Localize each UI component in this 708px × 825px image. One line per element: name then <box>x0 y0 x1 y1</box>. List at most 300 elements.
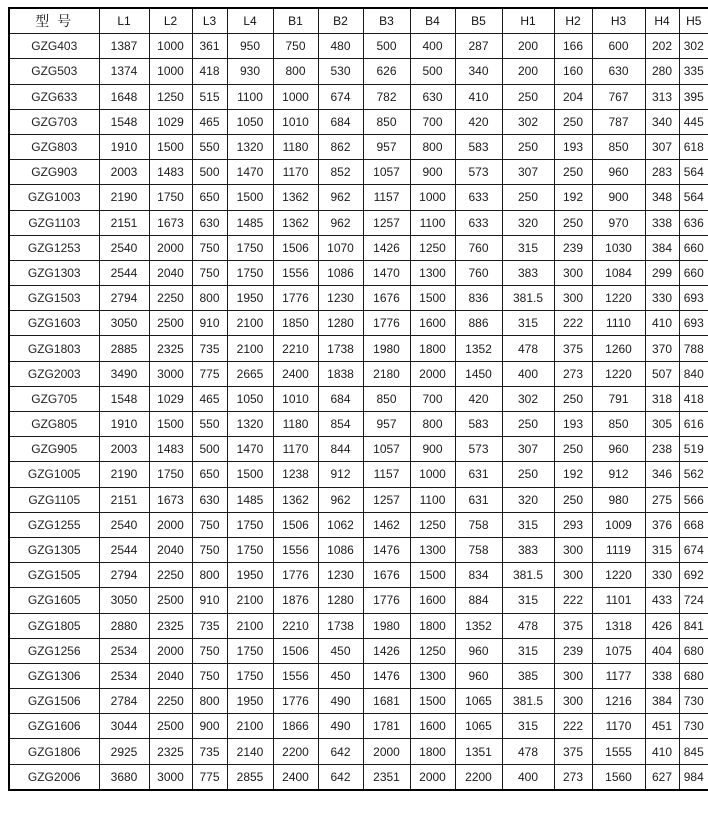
value-cell: 1838 <box>318 361 363 386</box>
value-cell: 2000 <box>149 512 192 537</box>
value-cell: 900 <box>410 437 455 462</box>
model-cell: GZG403 <box>9 34 99 59</box>
value-cell: 2003 <box>99 437 149 462</box>
value-cell: 550 <box>192 134 227 159</box>
value-cell: 381.5 <box>502 563 554 588</box>
value-cell: 2540 <box>99 512 149 537</box>
value-cell: 315 <box>645 537 679 562</box>
value-cell: 573 <box>455 160 502 185</box>
value-cell: 1500 <box>149 134 192 159</box>
value-cell: 384 <box>645 235 679 260</box>
value-cell: 1483 <box>149 160 192 185</box>
value-cell: 775 <box>192 764 227 790</box>
value-cell: 2885 <box>99 336 149 361</box>
value-cell: 760 <box>455 260 502 285</box>
value-cell: 1738 <box>318 613 363 638</box>
value-cell: 962 <box>318 185 363 210</box>
value-cell: 2100 <box>227 714 273 739</box>
value-cell: 1676 <box>363 563 410 588</box>
table-row <box>9 512 708 537</box>
value-cell: 680 <box>679 638 708 663</box>
column-header: H3 <box>592 8 645 34</box>
value-cell: 960 <box>455 663 502 688</box>
value-cell: 850 <box>592 134 645 159</box>
value-cell: 631 <box>455 487 502 512</box>
value-cell: 660 <box>679 260 708 285</box>
value-cell: 630 <box>192 210 227 235</box>
value-cell: 433 <box>645 588 679 613</box>
table-row <box>9 563 708 588</box>
value-cell: 1065 <box>455 714 502 739</box>
value-cell: 2151 <box>99 487 149 512</box>
value-cell: 302 <box>502 386 554 411</box>
value-cell: 3680 <box>99 764 149 790</box>
value-cell: 886 <box>455 311 502 336</box>
value-cell: 2200 <box>455 764 502 790</box>
table-row <box>9 210 708 235</box>
value-cell: 1776 <box>363 311 410 336</box>
value-cell: 1500 <box>227 185 273 210</box>
value-cell: 200 <box>502 34 554 59</box>
value-cell: 1300 <box>410 260 455 285</box>
value-cell: 3050 <box>99 588 149 613</box>
column-header: L1 <box>99 8 149 34</box>
value-cell: 1220 <box>592 286 645 311</box>
value-cell: 280 <box>645 59 679 84</box>
model-cell: GZG2006 <box>9 764 99 790</box>
value-cell: 787 <box>592 109 645 134</box>
value-cell: 273 <box>554 764 592 790</box>
value-cell: 910 <box>192 588 227 613</box>
value-cell: 750 <box>273 34 318 59</box>
model-cell: GZG905 <box>9 437 99 462</box>
value-cell: 950 <box>227 34 273 59</box>
value-cell: 962 <box>318 210 363 235</box>
column-header: B3 <box>363 8 410 34</box>
value-cell: 1426 <box>363 638 410 663</box>
value-cell: 2250 <box>149 563 192 588</box>
value-cell: 957 <box>363 134 410 159</box>
value-cell: 1750 <box>227 512 273 537</box>
column-header: H5 <box>679 8 708 34</box>
value-cell: 1075 <box>592 638 645 663</box>
value-cell: 3000 <box>149 361 192 386</box>
value-cell: 566 <box>679 487 708 512</box>
value-cell: 315 <box>502 512 554 537</box>
value-cell: 1950 <box>227 563 273 588</box>
value-cell: 1950 <box>227 689 273 714</box>
value-cell: 302 <box>502 109 554 134</box>
value-cell: 465 <box>192 386 227 411</box>
value-cell: 239 <box>554 638 592 663</box>
value-cell: 735 <box>192 739 227 764</box>
model-cell: GZG803 <box>9 134 99 159</box>
model-cell: GZG1255 <box>9 512 99 537</box>
value-cell: 800 <box>273 59 318 84</box>
value-cell: 750 <box>192 537 227 562</box>
value-cell: 788 <box>679 336 708 361</box>
value-cell: 626 <box>363 59 410 84</box>
value-cell: 1100 <box>410 487 455 512</box>
value-cell: 1750 <box>227 260 273 285</box>
value-cell: 519 <box>679 437 708 462</box>
value-cell: 767 <box>592 84 645 109</box>
value-cell: 627 <box>645 764 679 790</box>
value-cell: 1065 <box>455 689 502 714</box>
table-row <box>9 386 708 411</box>
value-cell: 1980 <box>363 613 410 638</box>
value-cell: 410 <box>645 311 679 336</box>
value-cell: 273 <box>554 361 592 386</box>
value-cell: 222 <box>554 311 592 336</box>
value-cell: 633 <box>455 210 502 235</box>
value-cell: 1101 <box>592 588 645 613</box>
value-cell: 1738 <box>318 336 363 361</box>
value-cell: 2000 <box>149 235 192 260</box>
value-cell: 1119 <box>592 537 645 562</box>
value-cell: 1029 <box>149 109 192 134</box>
column-header: B5 <box>455 8 502 34</box>
value-cell: 1280 <box>318 311 363 336</box>
value-cell: 250 <box>554 160 592 185</box>
value-cell: 1250 <box>410 638 455 663</box>
value-cell: 884 <box>455 588 502 613</box>
value-cell: 1050 <box>227 386 273 411</box>
model-cell: GZG1506 <box>9 689 99 714</box>
value-cell: 160 <box>554 59 592 84</box>
value-cell: 1462 <box>363 512 410 537</box>
value-cell: 1548 <box>99 109 149 134</box>
value-cell: 404 <box>645 638 679 663</box>
column-header: H1 <box>502 8 554 34</box>
value-cell: 1029 <box>149 386 192 411</box>
value-cell: 850 <box>592 412 645 437</box>
value-cell: 700 <box>410 109 455 134</box>
value-cell: 1280 <box>318 588 363 613</box>
value-cell: 375 <box>554 739 592 764</box>
value-cell: 1750 <box>227 235 273 260</box>
value-cell: 315 <box>502 638 554 663</box>
value-cell: 960 <box>592 160 645 185</box>
model-cell: GZG703 <box>9 109 99 134</box>
value-cell: 315 <box>502 311 554 336</box>
value-cell: 500 <box>363 34 410 59</box>
value-cell: 1648 <box>99 84 149 109</box>
value-cell: 800 <box>192 689 227 714</box>
value-cell: 383 <box>502 537 554 562</box>
value-cell: 1351 <box>455 739 502 764</box>
value-cell: 1230 <box>318 563 363 588</box>
value-cell: 1100 <box>227 84 273 109</box>
value-cell: 1800 <box>410 613 455 638</box>
table-row <box>9 638 708 663</box>
model-cell: GZG1306 <box>9 663 99 688</box>
value-cell: 2151 <box>99 210 149 235</box>
value-cell: 330 <box>645 286 679 311</box>
value-cell: 381.5 <box>502 689 554 714</box>
value-cell: 500 <box>410 59 455 84</box>
value-cell: 1260 <box>592 336 645 361</box>
value-cell: 693 <box>679 311 708 336</box>
value-cell: 684 <box>318 109 363 134</box>
value-cell: 850 <box>363 386 410 411</box>
value-cell: 1485 <box>227 210 273 235</box>
value-cell: 1776 <box>363 588 410 613</box>
value-cell: 960 <box>592 437 645 462</box>
value-cell: 1010 <box>273 386 318 411</box>
table-row <box>9 764 708 790</box>
value-cell: 862 <box>318 134 363 159</box>
value-cell: 1750 <box>227 638 273 663</box>
value-cell: 1362 <box>273 487 318 512</box>
value-cell: 1556 <box>273 663 318 688</box>
value-cell: 1216 <box>592 689 645 714</box>
value-cell: 1800 <box>410 336 455 361</box>
value-cell: 2140 <box>227 739 273 764</box>
table-row <box>9 134 708 159</box>
value-cell: 400 <box>410 34 455 59</box>
model-cell: GZG1303 <box>9 260 99 285</box>
value-cell: 836 <box>455 286 502 311</box>
value-cell: 1320 <box>227 412 273 437</box>
value-cell: 684 <box>318 386 363 411</box>
value-cell: 854 <box>318 412 363 437</box>
value-cell: 800 <box>192 563 227 588</box>
value-cell: 2190 <box>99 462 149 487</box>
value-cell: 692 <box>679 563 708 588</box>
value-cell: 330 <box>645 563 679 588</box>
value-cell: 1470 <box>227 437 273 462</box>
value-cell: 381.5 <box>502 286 554 311</box>
value-cell: 564 <box>679 185 708 210</box>
table-row <box>9 412 708 437</box>
value-cell: 674 <box>679 537 708 562</box>
value-cell: 852 <box>318 160 363 185</box>
value-cell: 250 <box>502 185 554 210</box>
value-cell: 320 <box>502 210 554 235</box>
value-cell: 530 <box>318 59 363 84</box>
value-cell: 340 <box>455 59 502 84</box>
value-cell: 1866 <box>273 714 318 739</box>
table-row <box>9 235 708 260</box>
value-cell: 1876 <box>273 588 318 613</box>
table-row <box>9 34 708 59</box>
value-cell: 400 <box>502 764 554 790</box>
value-cell: 2000 <box>410 764 455 790</box>
value-cell: 1776 <box>273 689 318 714</box>
value-cell: 2003 <box>99 160 149 185</box>
value-cell: 1070 <box>318 235 363 260</box>
value-cell: 202 <box>645 34 679 59</box>
model-cell: GZG903 <box>9 160 99 185</box>
value-cell: 361 <box>192 34 227 59</box>
value-cell: 845 <box>679 739 708 764</box>
value-cell: 395 <box>679 84 708 109</box>
value-cell: 3044 <box>99 714 149 739</box>
value-cell: 507 <box>645 361 679 386</box>
value-cell: 300 <box>554 689 592 714</box>
value-cell: 420 <box>455 109 502 134</box>
value-cell: 1000 <box>149 34 192 59</box>
value-cell: 2000 <box>149 638 192 663</box>
value-cell: 338 <box>645 210 679 235</box>
table-row <box>9 336 708 361</box>
value-cell: 1057 <box>363 437 410 462</box>
value-cell: 300 <box>554 663 592 688</box>
value-cell: 564 <box>679 160 708 185</box>
value-cell: 2040 <box>149 537 192 562</box>
model-cell: GZG1606 <box>9 714 99 739</box>
value-cell: 775 <box>192 361 227 386</box>
value-cell: 287 <box>455 34 502 59</box>
value-cell: 478 <box>502 613 554 638</box>
value-cell: 2665 <box>227 361 273 386</box>
value-cell: 250 <box>502 462 554 487</box>
value-cell: 1030 <box>592 235 645 260</box>
table-row <box>9 160 708 185</box>
value-cell: 1300 <box>410 537 455 562</box>
value-cell: 250 <box>502 134 554 159</box>
value-cell: 2400 <box>273 361 318 386</box>
value-cell: 346 <box>645 462 679 487</box>
column-header: L4 <box>227 8 273 34</box>
value-cell: 2210 <box>273 613 318 638</box>
table-row <box>9 537 708 562</box>
value-cell: 1086 <box>318 260 363 285</box>
value-cell: 1000 <box>410 462 455 487</box>
model-cell: GZG1503 <box>9 286 99 311</box>
value-cell: 1485 <box>227 487 273 512</box>
value-cell: 193 <box>554 134 592 159</box>
value-cell: 750 <box>192 638 227 663</box>
value-cell: 930 <box>227 59 273 84</box>
model-cell: GZG1105 <box>9 487 99 512</box>
value-cell: 1750 <box>227 663 273 688</box>
value-cell: 222 <box>554 714 592 739</box>
value-cell: 418 <box>192 59 227 84</box>
value-cell: 1556 <box>273 260 318 285</box>
value-cell: 418 <box>679 386 708 411</box>
value-cell: 631 <box>455 462 502 487</box>
value-cell: 583 <box>455 412 502 437</box>
value-cell: 970 <box>592 210 645 235</box>
value-cell: 1500 <box>227 462 273 487</box>
value-cell: 1950 <box>227 286 273 311</box>
value-cell: 338 <box>645 663 679 688</box>
value-cell: 618 <box>679 134 708 159</box>
value-cell: 1500 <box>410 286 455 311</box>
model-cell: GZG2003 <box>9 361 99 386</box>
value-cell: 1548 <box>99 386 149 411</box>
value-cell: 490 <box>318 714 363 739</box>
value-cell: 2794 <box>99 286 149 311</box>
value-cell: 2250 <box>149 286 192 311</box>
value-cell: 1180 <box>273 412 318 437</box>
model-cell: GZG1605 <box>9 588 99 613</box>
value-cell: 1556 <box>273 537 318 562</box>
value-cell: 222 <box>554 588 592 613</box>
value-cell: 1500 <box>149 412 192 437</box>
header-row <box>9 8 708 34</box>
model-cell: GZG1003 <box>9 185 99 210</box>
value-cell: 800 <box>192 286 227 311</box>
value-cell: 900 <box>592 185 645 210</box>
value-cell: 302 <box>679 34 708 59</box>
value-cell: 984 <box>679 764 708 790</box>
value-cell: 1450 <box>455 361 502 386</box>
table-row <box>9 462 708 487</box>
value-cell: 490 <box>318 689 363 714</box>
value-cell: 1000 <box>149 59 192 84</box>
value-cell: 600 <box>592 34 645 59</box>
value-cell: 693 <box>679 286 708 311</box>
value-cell: 957 <box>363 412 410 437</box>
value-cell: 2000 <box>410 361 455 386</box>
value-cell: 192 <box>554 185 592 210</box>
value-cell: 636 <box>679 210 708 235</box>
value-cell: 616 <box>679 412 708 437</box>
value-cell: 1676 <box>363 286 410 311</box>
value-cell: 1600 <box>410 714 455 739</box>
value-cell: 1050 <box>227 109 273 134</box>
spec-table <box>8 7 708 791</box>
value-cell: 573 <box>455 437 502 462</box>
value-cell: 1426 <box>363 235 410 260</box>
value-cell: 450 <box>318 638 363 663</box>
column-header: H2 <box>554 8 592 34</box>
value-cell: 750 <box>192 260 227 285</box>
model-cell: GZG1806 <box>9 739 99 764</box>
value-cell: 1600 <box>410 311 455 336</box>
value-cell: 2500 <box>149 588 192 613</box>
value-cell: 1320 <box>227 134 273 159</box>
value-cell: 1318 <box>592 613 645 638</box>
table-row <box>9 689 708 714</box>
value-cell: 1230 <box>318 286 363 311</box>
value-cell: 3000 <box>149 764 192 790</box>
value-cell: 841 <box>679 613 708 638</box>
value-cell: 250 <box>554 109 592 134</box>
value-cell: 1560 <box>592 764 645 790</box>
model-cell: GZG1805 <box>9 613 99 638</box>
value-cell: 650 <box>192 462 227 487</box>
value-cell: 2325 <box>149 739 192 764</box>
value-cell: 1010 <box>273 109 318 134</box>
value-cell: 680 <box>679 663 708 688</box>
value-cell: 1910 <box>99 134 149 159</box>
column-header-model: 型 号 <box>9 8 99 34</box>
value-cell: 1483 <box>149 437 192 462</box>
value-cell: 1250 <box>410 512 455 537</box>
value-cell: 383 <box>502 260 554 285</box>
value-cell: 478 <box>502 739 554 764</box>
value-cell: 420 <box>455 386 502 411</box>
value-cell: 730 <box>679 689 708 714</box>
value-cell: 250 <box>502 412 554 437</box>
value-cell: 375 <box>554 336 592 361</box>
value-cell: 735 <box>192 336 227 361</box>
table-row <box>9 663 708 688</box>
value-cell: 1910 <box>99 412 149 437</box>
value-cell: 1750 <box>227 537 273 562</box>
value-cell: 1500 <box>410 563 455 588</box>
value-cell: 250 <box>554 487 592 512</box>
value-cell: 730 <box>679 714 708 739</box>
model-cell: GZG1305 <box>9 537 99 562</box>
column-header: L3 <box>192 8 227 34</box>
value-cell: 724 <box>679 588 708 613</box>
value-cell: 1110 <box>592 311 645 336</box>
